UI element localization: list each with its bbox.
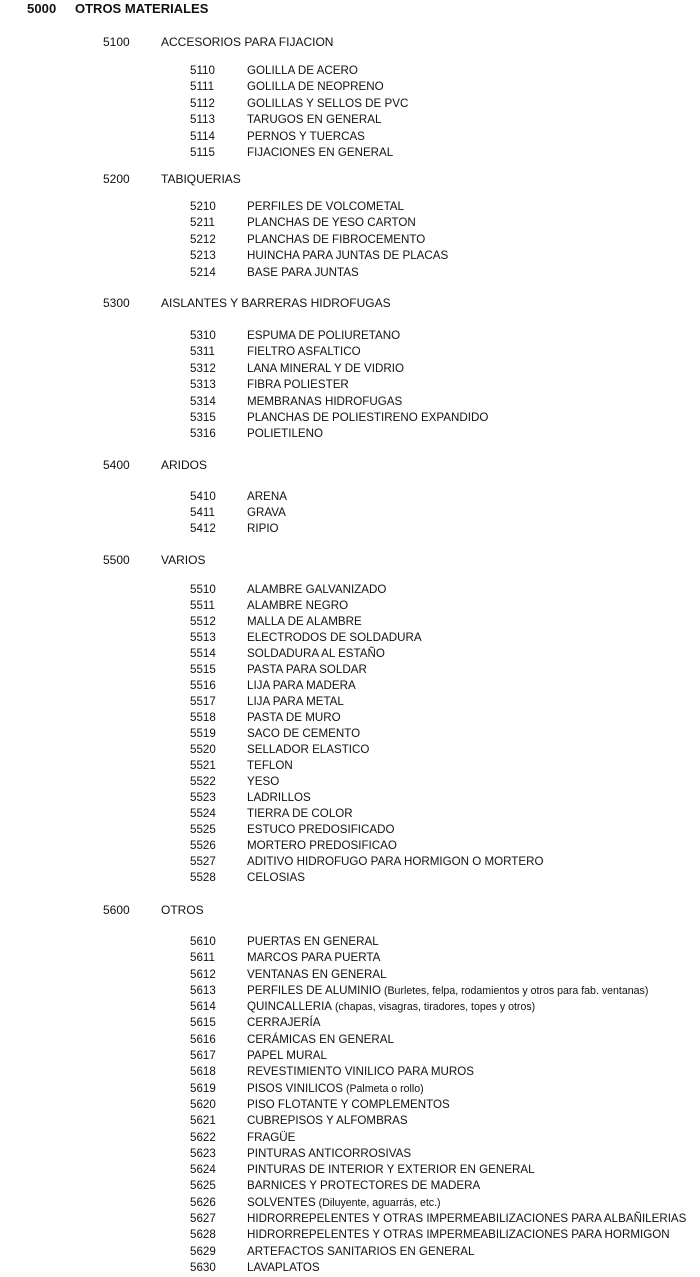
item-label [247, 200, 404, 214]
item-label-main: YESO [247, 775, 280, 788]
item-label-main: CERÁMICAS EN GENERAL [247, 1032, 394, 1046]
item-label-main: PERNOS Y TUERCAS [247, 129, 365, 143]
list-item [0, 1261, 700, 1277]
group-title: AISLANTES Y BARRERAS HIDROFUGAS [161, 296, 391, 310]
item-label [247, 1228, 670, 1242]
item-label-main: FIJACIONES EN GENERAL [247, 145, 394, 159]
item-label [247, 146, 393, 160]
list-item [0, 599, 700, 615]
list-item [0, 759, 700, 775]
item-label [247, 80, 384, 94]
list-item [0, 1147, 700, 1163]
item-label-main: PINTURAS ANTICORROSIVAS [247, 1146, 412, 1160]
group-2 [0, 296, 700, 441]
item-label [247, 362, 404, 376]
item-code: 5524 [190, 807, 216, 820]
group-header [0, 35, 700, 53]
item-list [0, 490, 700, 538]
list-item [0, 679, 700, 695]
list-item [0, 743, 700, 759]
group-code: 5200 [103, 172, 130, 186]
list-item [0, 1098, 700, 1114]
item-list [0, 64, 700, 162]
list-item [0, 329, 700, 345]
item-label-main: ADITIVO HIDROFUGO PARA HORMIGON O MORTERO [247, 855, 544, 868]
item-code: 5628 [190, 1228, 216, 1242]
group-code: 5300 [103, 296, 130, 310]
item-list [0, 200, 700, 282]
item-label-main: TARUGOS EN GENERAL [247, 113, 382, 127]
item-label-main: LIJA PARA METAL [247, 695, 344, 708]
item-label [247, 490, 287, 504]
list-item [0, 130, 700, 146]
item-code: 5511 [190, 599, 215, 612]
list-item [0, 1033, 700, 1049]
list-item [0, 1228, 700, 1244]
item-label-main: SOLDADURA AL ESTAÑO [247, 647, 385, 660]
list-item [0, 113, 700, 129]
item-code: 5110 [190, 64, 215, 77]
item-code: 5621 [190, 1114, 216, 1128]
item-code: 5513 [190, 631, 216, 644]
item-code: 5622 [190, 1130, 216, 1144]
item-label [247, 522, 279, 536]
item-code: 5412 [190, 522, 216, 535]
item-label-main: HIDRORREPELENTES Y OTRAS IMPERMEABILIZACIONES PARA HORMIGON [247, 1228, 670, 1242]
group-header [0, 458, 700, 476]
item-label-main: HIDRORREPELENTES Y OTRAS IMPERMEABILIZACIONES PARA ALBAÑILERIAS [247, 1212, 687, 1226]
item-label-main: CELOSIAS [247, 871, 305, 884]
list-item [0, 200, 700, 216]
item-label [247, 871, 305, 885]
item-label [247, 266, 359, 280]
item-label [247, 695, 344, 709]
group-header [0, 553, 700, 571]
list-item [0, 711, 700, 727]
list-item [0, 1131, 700, 1147]
list-item [0, 871, 700, 887]
item-label-main: QUINCALLERIA [247, 1000, 333, 1014]
item-label-main: PISO FLOTANTE Y COMPLEMENTOS [247, 1097, 450, 1111]
group-header [0, 903, 700, 921]
item-label [247, 1196, 441, 1210]
item-label-main: VENTANAS EN GENERAL [247, 967, 387, 981]
item-code: 5525 [190, 823, 216, 836]
item-code: 5515 [190, 663, 216, 676]
item-label [247, 1000, 535, 1014]
item-label [247, 1065, 474, 1079]
item-code: 5610 [190, 935, 216, 948]
item-code: 5517 [190, 695, 216, 708]
item-code: 5619 [190, 1081, 216, 1095]
list-item [0, 615, 700, 631]
list-item [0, 1000, 700, 1016]
list-item [0, 362, 700, 378]
item-label-main: ALAMBRE NEGRO [247, 599, 349, 612]
group-1 [0, 172, 700, 279]
item-label-main: MALLA DE ALAMBRE [247, 615, 362, 628]
item-label-main: LADRILLOS [247, 791, 311, 804]
item-label [247, 395, 402, 409]
list-item [0, 1016, 700, 1032]
list-item [0, 631, 700, 647]
item-label [247, 1114, 408, 1128]
item-label-main: CUBREPISOS Y ALFOMBRAS [247, 1114, 408, 1128]
list-item [0, 1082, 700, 1098]
item-code: 5113 [190, 113, 215, 127]
item-list [0, 935, 700, 1277]
group-code: 5500 [103, 553, 130, 567]
item-label-main: PERFILES DE VOLCOMETAL [247, 200, 404, 213]
item-list [0, 583, 700, 887]
item-code: 5521 [190, 759, 216, 772]
item-label-main: PUERTAS EN GENERAL [247, 935, 379, 948]
item-label-main: ELECTRODOS DE SOLDADURA [247, 631, 422, 644]
list-item [0, 583, 700, 599]
item-label [247, 951, 380, 965]
item-label [247, 216, 416, 230]
item-list [0, 329, 700, 444]
item-code: 5310 [190, 329, 216, 342]
item-label [247, 743, 369, 757]
item-label [247, 759, 293, 773]
item-label-main: BARNICES Y PROTECTORES DE MADERA [247, 1179, 481, 1193]
item-code: 5112 [190, 96, 215, 110]
list-item [0, 807, 700, 823]
list-item [0, 968, 700, 984]
item-code: 5519 [190, 727, 216, 740]
item-label [247, 727, 360, 741]
item-code: 5214 [190, 265, 216, 279]
item-code: 5522 [190, 775, 216, 788]
item-code: 5211 [190, 216, 215, 230]
item-label-detail: (Burletes, felpa, rodamientos y otros para fab. ventanas) [381, 984, 649, 997]
list-item [0, 1245, 700, 1261]
item-label-main: LIJA PARA MADERA [247, 679, 356, 692]
item-code: 5527 [190, 855, 216, 868]
item-label [247, 1033, 394, 1047]
list-item [0, 775, 700, 791]
item-code: 5212 [190, 232, 216, 246]
item-label [247, 1212, 686, 1226]
item-label [247, 1147, 411, 1161]
item-label-detail: (Palmeta o rollo) [343, 1082, 424, 1095]
item-label-main: PLANCHAS DE FIBROCEMENTO [247, 232, 426, 246]
item-label [247, 599, 348, 613]
item-label-main: ARTEFACTOS SANITARIOS EN GENERAL [247, 1244, 475, 1258]
item-label [247, 1131, 295, 1145]
list-item [0, 647, 700, 663]
list-item [0, 823, 700, 839]
item-code: 5615 [190, 1016, 216, 1030]
list-item [0, 791, 700, 807]
section-title: OTROS MATERIALES [75, 1, 209, 16]
list-item [0, 663, 700, 679]
item-label-main: REVESTIMIENTO VINILICO PARA MUROS [247, 1065, 474, 1079]
item-label [247, 631, 422, 645]
item-label-main: GRAVA [247, 506, 286, 519]
section-code: 5000 [27, 1, 57, 16]
group-4 [0, 553, 700, 884]
item-label [247, 791, 311, 805]
item-code: 5316 [190, 427, 216, 441]
item-label-main: MEMBRANAS HIDROFUGAS [247, 394, 403, 408]
item-label-main: MORTERO PREDOSIFICAO [247, 839, 397, 852]
item-label-main: GOLILLA DE ACERO [247, 64, 358, 77]
item-label [247, 1016, 320, 1030]
list-item [0, 97, 700, 113]
group-title: OTROS [161, 903, 204, 917]
item-code: 5618 [190, 1065, 216, 1079]
item-label [247, 1049, 327, 1063]
item-label [247, 249, 448, 263]
list-item [0, 839, 700, 855]
item-label-detail: (Diluyente, aguarrás, etc.) [315, 1196, 441, 1209]
item-label [247, 984, 648, 998]
list-item [0, 1196, 700, 1212]
list-item [0, 727, 700, 743]
item-label [247, 329, 400, 343]
item-label [247, 378, 349, 392]
list-item [0, 935, 700, 951]
list-item [0, 695, 700, 711]
item-code: 5526 [190, 839, 216, 852]
list-item [0, 378, 700, 394]
group-5 [0, 903, 700, 1274]
item-label-main: FRAGÜE [247, 1130, 296, 1144]
item-code: 5624 [190, 1163, 216, 1177]
item-label [247, 1261, 320, 1275]
item-label [247, 647, 385, 661]
item-label-main: FIELTRO ASFALTICO [247, 345, 361, 359]
item-label-main: RIPIO [247, 522, 279, 535]
list-item [0, 506, 700, 522]
item-label-main: PLANCHAS DE POLIESTIRENO EXPANDIDO [247, 410, 489, 424]
item-code: 5629 [190, 1244, 216, 1258]
item-label-main: PINTURAS DE INTERIOR Y EXTERIOR EN GENERAL [247, 1163, 535, 1177]
item-label-main: CERRAJERÍA [247, 1016, 321, 1030]
item-label [247, 1163, 535, 1177]
item-label-main: ALAMBRE GALVANIZADO [247, 583, 387, 596]
item-code: 5313 [190, 378, 216, 392]
item-label-main: TIERRA DE COLOR [247, 807, 353, 820]
item-label [247, 663, 367, 677]
item-code: 5630 [190, 1260, 216, 1274]
list-item [0, 1212, 700, 1228]
group-code: 5400 [103, 458, 130, 472]
list-item [0, 984, 700, 1000]
list-item [0, 216, 700, 232]
item-code: 5617 [190, 1049, 216, 1063]
item-label-main: MARCOS PARA PUERTA [247, 951, 381, 965]
item-code: 5115 [190, 145, 215, 159]
item-label-main: GOLILLAS Y SELLOS DE PVC [247, 96, 409, 110]
list-item [0, 80, 700, 96]
item-code: 5411 [190, 506, 215, 519]
item-label-main: PASTA DE MURO [247, 711, 341, 724]
item-code: 5523 [190, 791, 216, 804]
item-code: 5616 [190, 1032, 216, 1046]
item-label [247, 583, 386, 597]
list-item [0, 951, 700, 967]
list-item [0, 1114, 700, 1130]
item-label [247, 775, 279, 789]
item-label-main: PAPEL MURAL [247, 1049, 327, 1063]
list-item [0, 1163, 700, 1179]
item-label-main: PERFILES DE ALUMINIO [247, 983, 382, 997]
item-label-main: SELLADOR ELASTICO [247, 743, 370, 756]
item-code: 5520 [190, 743, 216, 756]
item-label-main: GOLILLA DE NEOPRENO [247, 80, 384, 94]
item-label [247, 935, 379, 949]
item-label [247, 1245, 474, 1259]
item-label-main: ESPUMA DE POLIURETANO [247, 329, 401, 342]
list-item [0, 233, 700, 249]
item-label [247, 233, 425, 247]
group-header [0, 296, 700, 314]
group-code: 5100 [103, 35, 130, 49]
group-3 [0, 458, 700, 535]
list-item [0, 266, 700, 282]
item-code: 5518 [190, 711, 216, 724]
item-label [247, 506, 286, 520]
list-item [0, 1179, 700, 1195]
item-label-main: POLIETILENO [247, 427, 324, 441]
item-code: 5315 [190, 410, 216, 424]
item-label-main: SACO DE CEMENTO [247, 727, 361, 740]
item-code: 5623 [190, 1146, 216, 1160]
group-title: ARIDOS [161, 458, 208, 472]
list-item [0, 345, 700, 361]
item-label [247, 64, 358, 78]
item-label [247, 1098, 450, 1112]
item-label-main: FIBRA POLIESTER [247, 378, 349, 392]
item-label [247, 345, 361, 359]
item-code: 5314 [190, 394, 216, 408]
list-item [0, 64, 700, 80]
group-0 [0, 35, 700, 159]
item-code: 5528 [190, 871, 216, 884]
group-code: 5600 [103, 903, 130, 917]
item-label [247, 823, 395, 837]
item-code: 5611 [190, 951, 215, 965]
item-code: 5626 [190, 1195, 216, 1209]
list-item [0, 146, 700, 162]
list-item [0, 395, 700, 411]
item-code: 5213 [190, 249, 216, 263]
item-label [247, 855, 544, 869]
item-code: 5516 [190, 679, 216, 692]
item-label-main: PLANCHAS DE YESO CARTON [247, 216, 416, 230]
item-label-main: HUINCHA PARA JUNTAS DE PLACAS [247, 249, 449, 263]
item-label [247, 807, 353, 821]
list-item [0, 855, 700, 871]
item-code: 5312 [190, 361, 216, 375]
item-label [247, 615, 362, 629]
list-item [0, 411, 700, 427]
item-label-main: LAVAPLATOS [247, 1260, 320, 1274]
item-label-main: ESTUCO PREDOSIFICADO [247, 823, 395, 836]
item-label [247, 968, 387, 982]
item-code: 5210 [190, 200, 216, 213]
item-label-main: PISOS VINILICOS [247, 1081, 343, 1095]
group-title: ACCESORIOS PARA FIJACION [161, 35, 334, 49]
group-header [0, 172, 700, 190]
item-label [247, 1179, 480, 1193]
group-title: TABIQUERIAS [161, 172, 241, 186]
item-code: 5114 [190, 129, 215, 143]
item-code: 5410 [190, 490, 216, 503]
list-item [0, 490, 700, 506]
item-label-main: PASTA PARA SOLDAR [247, 663, 367, 676]
item-label [247, 427, 323, 441]
item-code: 5614 [190, 1000, 216, 1014]
item-code: 5625 [190, 1179, 216, 1193]
item-label-detail: (chapas, visagras, tiradores, topes y otros) [332, 1001, 536, 1014]
item-label-main: ARENA [247, 490, 287, 503]
group-title: VARIOS [161, 553, 206, 567]
item-label [247, 839, 397, 853]
list-item [0, 427, 700, 443]
item-label [247, 113, 381, 127]
item-code: 5613 [190, 983, 216, 997]
item-code: 5627 [190, 1212, 216, 1226]
item-code: 5510 [190, 583, 216, 596]
item-label [247, 679, 356, 693]
item-label [247, 1082, 424, 1096]
list-item [0, 522, 700, 538]
item-label [247, 130, 365, 144]
list-item [0, 1049, 700, 1065]
item-code: 5512 [190, 615, 216, 628]
item-code: 5612 [190, 967, 216, 981]
list-item [0, 1065, 700, 1081]
item-label [247, 711, 341, 725]
list-item [0, 249, 700, 265]
item-label [247, 411, 488, 425]
item-code: 5311 [190, 345, 215, 359]
item-label-main: BASE PARA JUNTAS [247, 265, 359, 279]
item-code: 5620 [190, 1097, 216, 1111]
item-label-main: LANA MINERAL Y DE VIDRIO [247, 361, 404, 375]
item-code: 5514 [190, 647, 216, 660]
item-code: 5111 [190, 80, 215, 94]
item-label-main: SOLVENTES [247, 1195, 316, 1209]
item-label-main: TEFLON [247, 759, 293, 772]
item-label [247, 97, 408, 111]
